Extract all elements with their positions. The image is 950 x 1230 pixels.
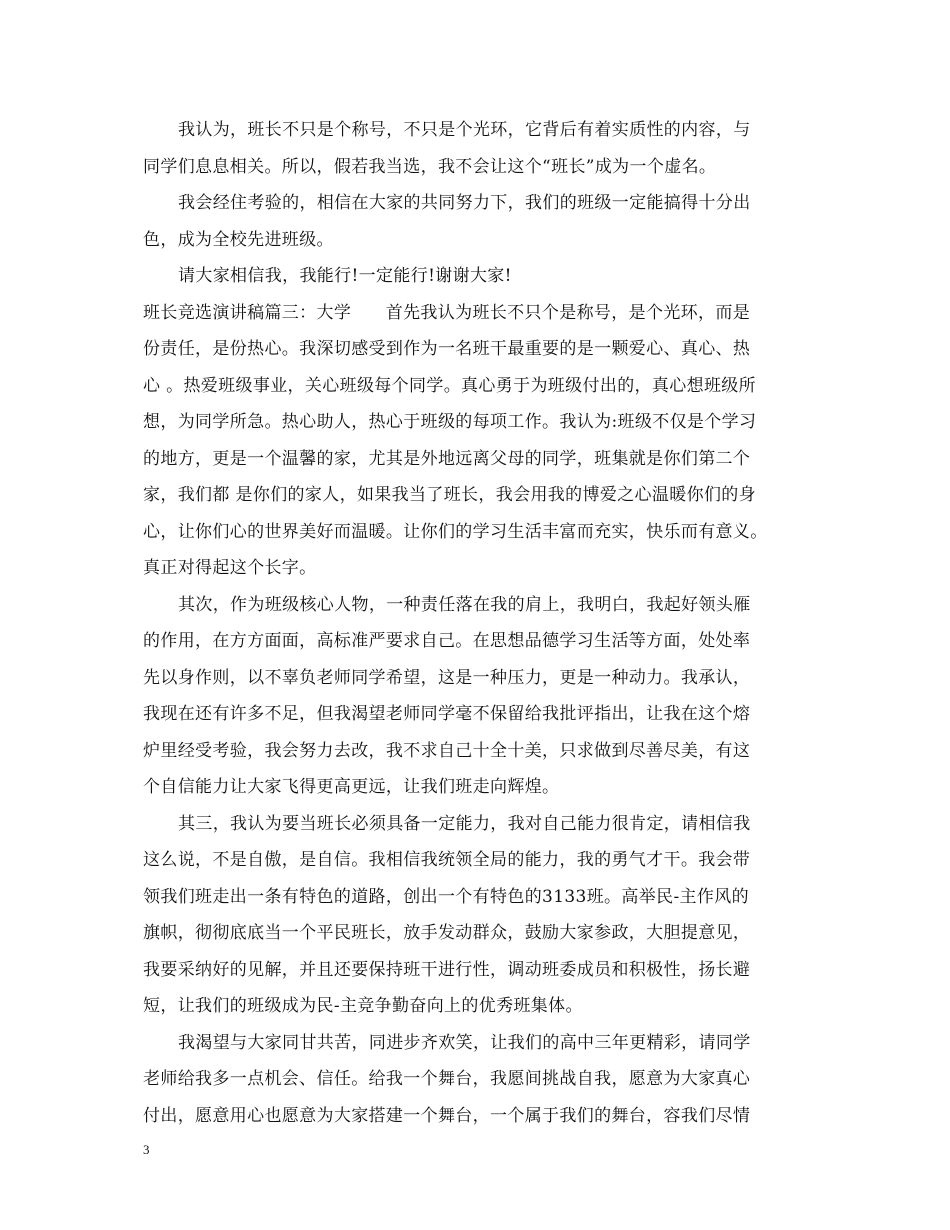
text-line: 其次，作为班级核心人物，一种责任落在我的肩上，我明白，我起好领头雁 [178,594,751,615]
text-line: 付出，愿意用心也愿意为大家搭建一个舞台，一个属于我们的舞台，容我们尽情 [143,1105,751,1126]
text-line: 老师给我多一点机会、信任。给我一个舞台，我愿间挑战自我，愿意为大家真心 [143,1069,751,1089]
text-line: 真正对得起这个长字。 [143,558,317,578]
text-line: 的作用，在方方面面，高标准严要求自己。在思想品德学习生活等方面，处处率 [143,631,751,651]
text-line: 其三，我认为要当班长必须具备一定能力，我对自己能力很肯定，请相信我 [178,813,751,834]
text-line: 这么说，不是自傲，是自信。我相信我统领全局的能力，我的勇气才干。我会带 [143,850,751,870]
text-line: 我会经住考验的，相信在大家的共同努力下，我们的班级一定能搞得十分出 [178,193,751,213]
text-line: 色，成为全校先进班级。 [143,229,334,250]
text-line: 领我们班走出一条有特色的道路，创出一个有特色的3133班。高举民-主作风的 [143,886,749,907]
text-line: 的地方，更是一个温馨的家，尤其是外地远离父母的同学，班集就是你们第二个 [143,448,751,469]
text-line: 炉里经受考验，我会努力去改，我不求自己十全十美，只求做到尽善尽美，有这 [143,740,751,761]
text-line: 我渴望与大家同甘共苦，同进步齐欢笑，让我们的高中三年更精彩，请同学 [178,1032,751,1053]
text-line: 旗帜，彻彻底底当一个平民班长，放手发动群众，鼓励大家参政，大胆提意见， [143,923,751,943]
text-line: 我认为，班长不只是个称号，不只是个光环，它背后有着实质性的内容，与 [178,120,751,140]
text-line: 短，让我们的班级成为民-主竞争勤奋向上的优秀班集体。 [143,996,583,1016]
page-number: 3 [143,1142,150,1157]
text-line: 我现在还有许多不足，但我渴望老师同学毫不保留给我批评指出，让我在这个熔 [143,704,751,724]
text-line: 同学们息息相关。所以，假若我当选，我不会让这个“班长”成为一个虚名。 [143,156,717,177]
text-line: 家，我们都 是你们的家人，如果我当了班长，我会用我的博爱之心温暖你们的身 [143,485,757,505]
text-line: 心，让你们心的世界美好而温暖。让你们的学习生活丰富而充实，快乐而有意义。 [143,521,768,542]
text-line: 请大家相信我，我能行!一定能行!谢谢大家! [178,266,512,286]
text-line: 先以身作则，以不辜负老师同学希望，这是一种压力，更是一种动力。我承认， [143,667,751,688]
text-line: 个自信能力让大家飞得更高更远，让我们班走向辉煌。 [143,777,560,797]
text-line: 班长竞选演讲稿篇三：大学 首先我认为班长不只个是称号，是个光环，而是 [143,302,751,323]
text-line: 想，为同学所急。热心助人，热心于班级的每项工作。我认为:班级不仅是个学习 [143,412,757,432]
text-line: 心 。热爱班级事业，关心班级每个同学。真心勇于为班级付出的，真心想班级所 [143,375,757,396]
document-body [143,112,813,1134]
text-line: 我要采纳好的见解，并且还要保持班干进行性，调动班委成员和积极性，扬长避 [143,959,751,980]
text-line: 份责任，是份热心。我深切感受到作为一名班干最重要的是一颗爱心、真心、热 [143,339,751,359]
